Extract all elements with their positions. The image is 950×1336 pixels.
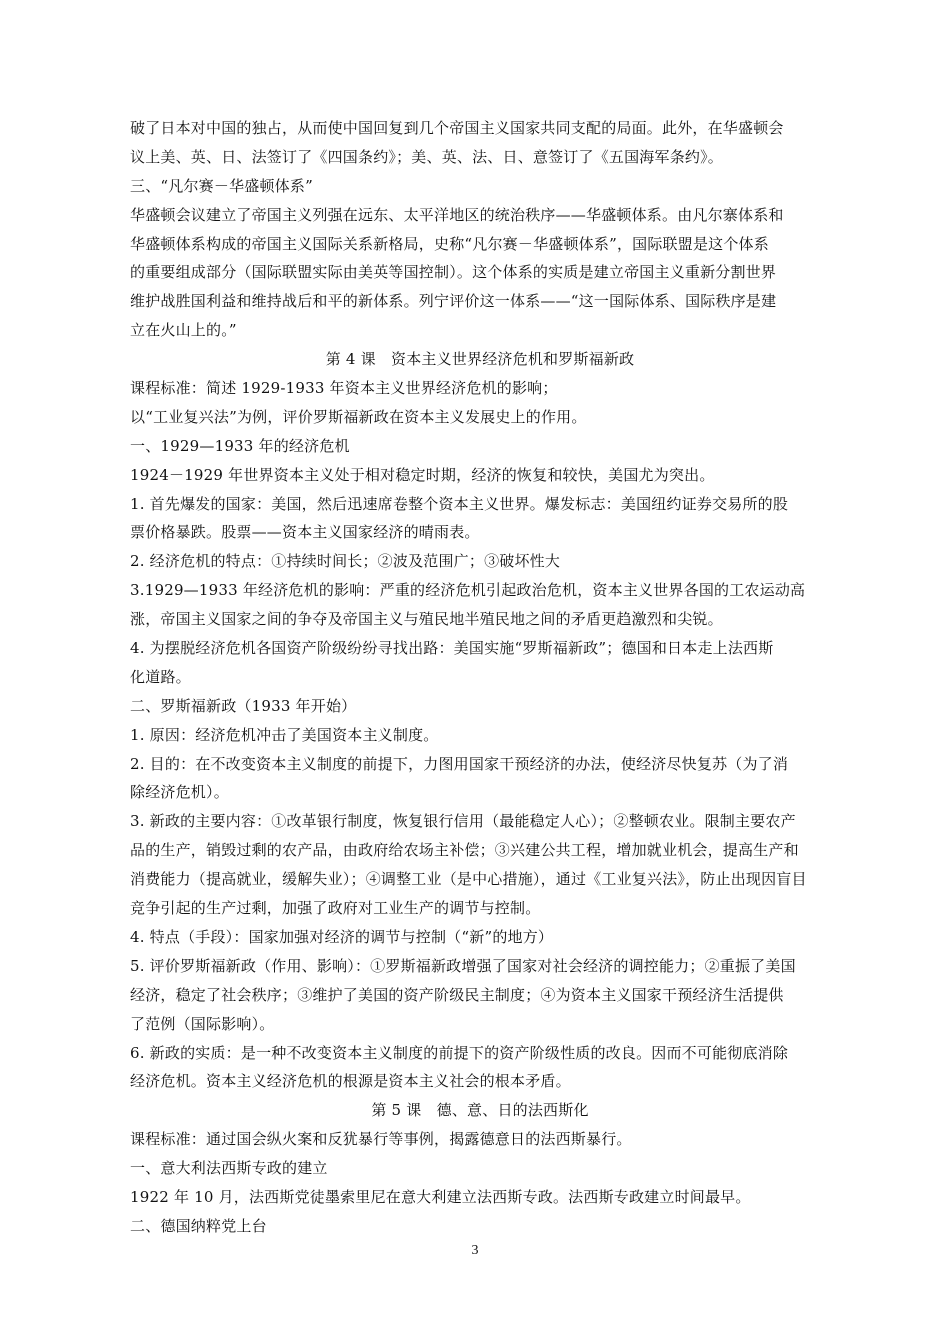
section-heading: 二、德国纳粹党上台 bbox=[130, 1216, 267, 1235]
list-item: 4. 为摆脱经济危机各国资产阶级纷纷寻找出路：美国实施“罗斯福新政”；德国和日本走上法西斯 bbox=[130, 639, 774, 658]
list-item: 1. 原因：经济危机冲击了美国资本主义制度。 bbox=[130, 725, 439, 744]
lesson-title: 第 4 课 资本主义世界经济危机和罗斯福新政 bbox=[325, 350, 635, 369]
paragraph-line: 华盛顿会议建立了帝国主义列强在远东、太平洋地区的统治秩序——华盛顿体系。由凡尔寨体系和 bbox=[130, 205, 784, 224]
paragraph-line: 华盛顿体系构成的帝国主义国际关系新格局，史称“凡尔赛－华盛顿体系”，国际联盟是这个体系 bbox=[130, 234, 769, 253]
paragraph-line: 涨，帝国主义国家之间的争夺及帝国主义与殖民地半殖民地之间的矛盾更趋激烈和尖锐。 bbox=[130, 610, 723, 629]
list-item: 6. 新政的实质：是一种不改变资本主义制度的前提下的资产阶级性质的改良。因而不可能彻底消除 bbox=[130, 1043, 789, 1062]
list-item: 4. 特点（手段）：国家加强对经济的调节与控制（“新”的地方） bbox=[130, 927, 554, 946]
list-item: 3.1929—1933 年经济危机的影响：严重的经济危机引起政治危机，资本主义世界各国的工农运动高 bbox=[130, 581, 806, 600]
paragraph-line: 竞争引起的生产过剩，加强了政府对工业生产的调节与控制。 bbox=[130, 899, 541, 918]
paragraph-line: 品的生产，销毁过剩的农产品，由政府给农场主补偿；③兴建公共工程，增加就业机会，提高生产和 bbox=[130, 841, 799, 860]
section-heading: 三、“凡尔赛－华盛顿体系” bbox=[130, 176, 313, 195]
section-heading: 一、1929—1933 年的经济危机 bbox=[130, 436, 350, 455]
lesson-title: 第 5 课 德、意、日的法西斯化 bbox=[371, 1101, 589, 1120]
paragraph-line: 了范例（国际影响）。 bbox=[130, 1014, 275, 1033]
paragraph-line: 的重要组成部分（国际联盟实际由美英等国控制）。这个体系的实质是建立帝国主义重新分割世界 bbox=[130, 263, 777, 282]
list-item: 2. 目的：在不改变资本主义制度的前提下，力图用国家干预经济的办法，使经济尽快复苏（为了消 bbox=[130, 754, 789, 773]
page-number: 3 bbox=[471, 1243, 479, 1258]
paragraph-line: 化道路。 bbox=[130, 667, 191, 686]
paragraph-line: 以“工业复兴法”为例，评价罗斯福新政在资本主义发展史上的作用。 bbox=[130, 407, 587, 426]
list-item: 1. 首先爆发的国家：美国，然后迅速席卷整个资本主义世界。爆发标志：美国纽约证券交易所的股 bbox=[130, 494, 789, 513]
document-body bbox=[130, 114, 830, 1241]
paragraph-line: 维护战胜国利益和维持战后和平的新体系。列宁评价这一体系——“这一国际体系、国际秩序是建 bbox=[130, 292, 777, 311]
section-heading: 一、意大利法西斯专政的建立 bbox=[130, 1159, 328, 1178]
paragraph-line: 经济，稳定了社会秩序；③维护了美国的资产阶级民主制度；④为资本主义国家干预经济生活提供 bbox=[130, 985, 784, 1004]
paragraph-line: 1924－1929 年世界资本主义处于相对稳定时期，经济的恢复和较快，美国尤为突出。 bbox=[130, 465, 715, 484]
paragraph-line: 票价格暴跌。股票——资本主义国家经济的晴雨表。 bbox=[130, 523, 480, 542]
paragraph-line: 经济危机。资本主义经济危机的根源是资本主义社会的根本矛盾。 bbox=[130, 1072, 571, 1091]
course-standard: 课程标准：通过国会纵火案和反犹暴行等事例，揭露德意日的法西斯暴行。 bbox=[130, 1130, 632, 1149]
list-item: 2. 经济危机的特点：①持续时间长；②波及范围广；③破坏性大 bbox=[130, 552, 561, 571]
section-heading: 二、罗斯福新政（1933 年开始） bbox=[130, 696, 357, 715]
paragraph-line: 1922 年 10 月，法西斯党徒墨索里尼在意大利建立法西斯专政。法西斯专政建立时间最早。 bbox=[130, 1187, 751, 1206]
list-item: 3. 新政的主要内容：①改革银行制度，恢复银行信用（最能稳定人心）；②整顿农业。限制主要农产 bbox=[130, 812, 796, 831]
paragraph-line: 立在火山上的。” bbox=[130, 321, 237, 340]
list-item: 5. 评价罗斯福新政（作用、影响）：①罗斯福新政增强了国家对社会经济的调控能力；②重振了美国 bbox=[130, 956, 796, 975]
paragraph-line: 议上美、英、日、法签订了《四国条约》；美、英、法、日、意签订了《五国海军条约》。 bbox=[130, 147, 724, 166]
paragraph-line: 消费能力（提高就业，缓解失业）；④调整工业（是中心措施），通过《工业复兴法》，防止出现因盲目 bbox=[130, 870, 807, 889]
paragraph-line: 破了日本对中国的独占，从而使中国回复到几个帝国主义国家共同支配的局面。此外，在华盛顿会 bbox=[130, 119, 784, 137]
course-standard: 课程标准：简述 1929-1933 年资本主义世界经济危机的影响； bbox=[130, 379, 558, 398]
paragraph-line: 除经济危机）。 bbox=[130, 783, 229, 802]
